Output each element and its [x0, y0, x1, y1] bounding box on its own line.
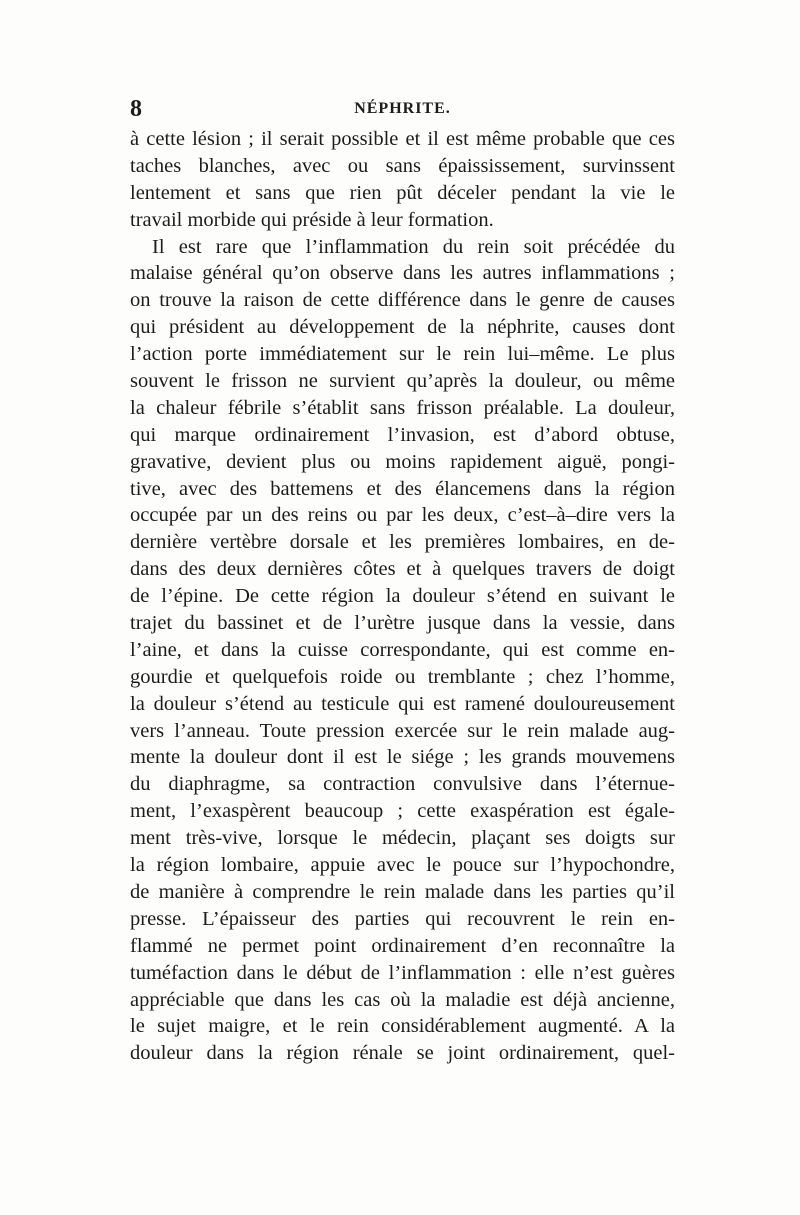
text-line: la région lombaire, appuie avec le pouce sur l’hypochondre, — [130, 854, 675, 877]
text-line: souvent le frisson ne survient qu’après la douleur, ou même — [130, 370, 675, 393]
text-line: l’action porte immédiatement sur le rein lui–même. Le plus — [130, 343, 675, 366]
text-line: malaise général qu’on observe dans les autres inflammations ; — [130, 262, 675, 285]
text-line: de l’épine. De cette région la douleur s’étend en suivant le — [130, 585, 675, 608]
text-line: mente la douleur dont il est le siége ; les grands mouvemens — [130, 746, 675, 769]
text-line: tuméfaction dans le début de l’inflammation : elle n’est guères — [130, 961, 675, 984]
text-line: on trouve la raison de cette différence dans le genre de causes — [130, 289, 675, 312]
running-title: NÉPHRITE. — [354, 100, 451, 117]
text-line: ment, l’exaspèrent beaucoup ; cette exaspération est égale- — [130, 800, 675, 823]
text-line: travail morbide qui préside à leur formation. — [130, 208, 494, 231]
text-line: appréciable que dans les cas où la maladie est déjà ancienne, — [130, 988, 675, 1011]
text-line: taches blanches, avec ou sans épaississement, survinssent — [130, 154, 675, 177]
text-line: dernière vertèbre dorsale et les premières lombaires, en de- — [130, 531, 675, 554]
text-line: ment très-vive, lorsque le médecin, plaçant ses doigts sur — [130, 827, 675, 850]
text-line: trajet du bassinet et de l’urètre jusque dans la vessie, dans — [130, 612, 675, 635]
body-text — [130, 126, 675, 1067]
text-line: du diaphragme, sa contraction convulsive dans l’éternue- — [130, 773, 675, 796]
text-line: la chaleur fébrile s’établit sans frisson préalable. La douleur, — [130, 396, 675, 419]
text-line: de manière à comprendre le rein malade dans les parties qu’il — [130, 880, 675, 903]
text-line: vers l’anneau. Toute pression exercée sur le rein malade aug- — [130, 719, 675, 742]
text-line: Il est rare que l’inflammation du rein soit précédée du — [152, 235, 675, 258]
text-line: gourdie et quelquefois roide ou tremblante ; chez l’homme, — [130, 665, 675, 688]
text-line: flammé ne permet point ordinairement d’en reconnaître la — [130, 934, 675, 957]
text-line: le sujet maigre, et le rein considérablement augmenté. A la — [130, 1015, 675, 1038]
text-line: à cette lésion ; il serait possible et il est même probable que ces — [130, 128, 675, 150]
text-line: tive, avec des battemens et des élancemens dans la région — [130, 477, 675, 500]
text-line: presse. L’épaisseur des parties qui recouvrent le rein en- — [130, 907, 675, 930]
text-line: gravative, devient plus ou moins rapidement aiguë, pongi- — [130, 450, 675, 473]
text-line: la douleur s’étend au testicule qui est ramené douloureusement — [130, 692, 675, 715]
text-line: qui président au développement de la néphrite, causes dont — [130, 316, 675, 339]
text-line: dans des deux dernières côtes et à quelques travers de doigt — [130, 558, 675, 581]
text-line: qui marque ordinairement l’invasion, est d’abord obtuse, — [130, 423, 675, 446]
running-head — [130, 96, 675, 122]
text-line: lentement et sans que rien pût déceler pendant la vie le — [130, 181, 675, 204]
text-line: douleur dans la région rénale se joint ordinairement, quel- — [130, 1042, 675, 1065]
text-line: l’aine, et dans la cuisse correspondante, qui est comme en- — [130, 638, 675, 661]
text-line: occupée par un des reins ou par les deux, c’est–à–dire vers la — [130, 504, 675, 527]
page-number: 8 — [130, 96, 142, 122]
